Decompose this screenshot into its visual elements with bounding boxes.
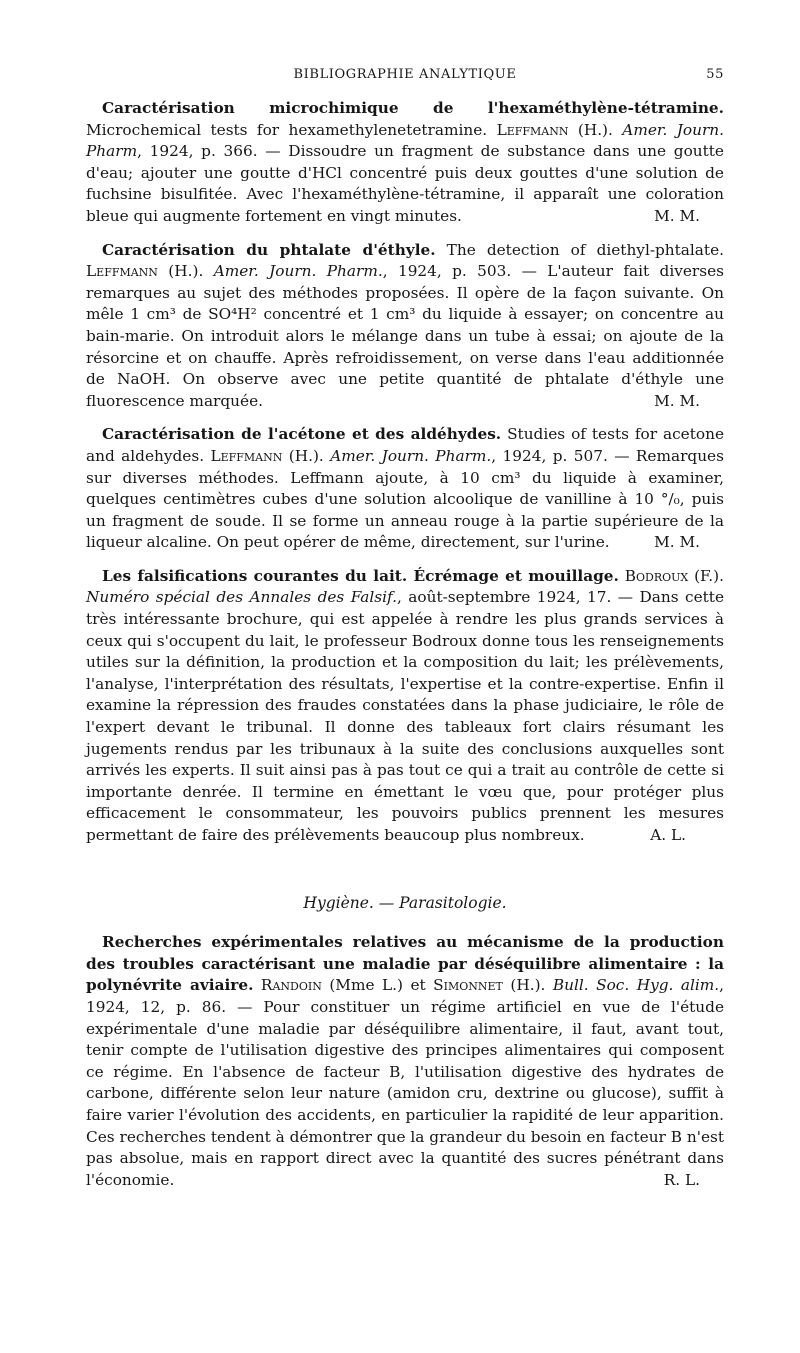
running-title: BIBLIOGRAPHIE ANALYTIQUE [293,67,517,82]
entry-author-initials: (H.). [157,262,214,281]
entry-author-initials: (Mme L.) et [321,976,434,995]
entry-text: , 1924, p. 366. — Dissoudre un fragment de substance dans une goutte d'eau; ajouter une goutte d'HCl concentré puis deux gouttes d'une solution de fuchsine bisulfitée. Avec l'hexaméthylène-tétramine, il apparaît une coloration bleue qui augmente fortement en vingt minutes. [86,142,724,225]
entry-text: , 1924, p. 503. — L'auteur fait diverses remarques au sujet des méthodes proposées. Il opère de la façon suivante. On mêle 1 cm³ de SO⁴H² concentré et 1 cm³ du liquide à essayer; on concentre au bain-marie. On introduit alors le mélange dans un tube à essai; on ajoute de la résorcine et on chauffe. Après refroidissement, on verse dans l'eau additionnée de NaOH. On observe avec une petite quantité de phtalate d'éthyle une fluorescence marquée. [86,262,724,410]
entry-text: , août-septembre 1924, 17. — Dans cette très intéressante brochure, qui est appelée à rendre les plus grands services à ceux qui s'occupent du lait, le professeur Bodroux donne tous les renseignements utiles sur la définition, la production et la composition du lait; les prélèvements, l'analyse, l'interprétation des résultats, l'expertise et la contre-expertise. Enfin il examine la répression des fraudes constatées dans la phase judiciaire, le rôle de l'expert devant le tribunal. Il donne des tableaux fort clairs résumant les jugements rendus par les tribunaux à la suite des conclusions auxquelles sont arrivés les experts. Il suit ainsi pas à pas tout ce qui a trait au contrôle de cette si importante denrée. Il termine en émettant le vœu que, pour protéger plus efficacement le consommateur, les pouvoirs publics prennent les mesures permettant de faire des prélèvements beaucoup plus nombreux. [86,588,724,844]
entry-author-initials: (H.). [502,976,553,995]
entry-author: Simonnet [433,976,503,995]
entry-signature: R. L. [663,1170,700,1189]
entry-signature: M. M. [654,391,700,410]
entry-source: Amer. Journ. Pharm. [213,262,383,281]
entry-author-initials: (H.). [282,446,331,465]
entry-title: Caractérisation du phtalate d'éthyle. [102,240,436,259]
entry-source: Bull. Soc. Hyg. alim. [552,976,720,995]
entry-source: Amer. Journ. Pharm [86,120,724,161]
abstract-entry [86,98,724,228]
entry-signature: M. M. [654,206,700,225]
entry-author: Leffmann [210,446,283,465]
entry-author-initials: (F.). [688,566,724,585]
abstract-entry [86,240,724,413]
entry-title: Caractérisation microchimique de l'hexaméthylène-tétramine. [102,99,724,117]
entry-author: Bodroux [624,566,689,585]
entry-text: , 1924, p. 507. — Remarques sur diverses méthodes. Leffmann ajoute, à 10 cm³ du liquide à examiner, quelques centimètres cubes d'une solution alcoolique de vanilline à 10 °/₀, puis un fragment de soude. Il se forme un anneau rouge à la partie supérieure de la liqueur alcaline. On peut opérer de même, directement, sur l'urine. [86,446,724,552]
entry-text: Microchemical tests for hexamethylenetetramine. [86,120,497,139]
entry-author: Leffmann [496,120,569,139]
entry-signature: M. M. [654,533,700,552]
entry-text: , 1924, 12, p. 86. — Pour constituer un régime artificiel en vue de l'étude expérimentale d'une maladie par déséquilibre alimentaire, il faut, avant tout, tenir compte de l'utilisation digestive des principes alimentaires qui composent ce régime. En l'absence de facteur B, l'utilisation digestive des hydrates de carbone, différente selon leur nature (amidon cru, dextrine ou glucose), suffit à faire varier l'évolution des accidents, en particulier la rapidité de leur apparition. Ces recherches tendent à démontrer que la grandeur du besoin en facteur B n'est pas absolue, mais en rapport direct avec la quantité des sucres pénétrant dans l'économie. [86,976,724,1189]
section-heading: Hygiène. — Parasitologie. [303,893,507,912]
running-header [86,64,724,86]
page-number: 55 [706,67,724,82]
entry-author: Leffmann [86,262,158,281]
abstract-entry [86,932,724,1191]
entry-text [253,976,261,994]
entry-source: Numéro spécial des Annales des Falsif. [86,588,398,607]
entry-signature: A. L. [650,826,686,844]
abstract-entry [86,424,724,554]
document-page [86,64,724,1203]
entry-source: Amer. Journ. Pharm. [330,446,492,465]
entry-title: Recherches expérimentales relatives au mécanisme de la production des troubles caractérisant une maladie par déséquilibre alimentaire : la polynévrite aviaire. [86,933,724,995]
entry-text: Studies of tests for acetone and aldehydes. [86,425,724,465]
entry-title: Les falsifications courantes du lait. Écrémage et mouillage. [102,566,619,585]
entry-author: Randoin [260,976,322,995]
abstract-entry [86,566,724,847]
entry-text: The detection of diethyl-phtalate. [435,240,724,259]
entry-author-initials: (H.). [568,120,623,139]
entry-title: Caractérisation de l'acétone et des aldéhydes. [102,425,502,444]
